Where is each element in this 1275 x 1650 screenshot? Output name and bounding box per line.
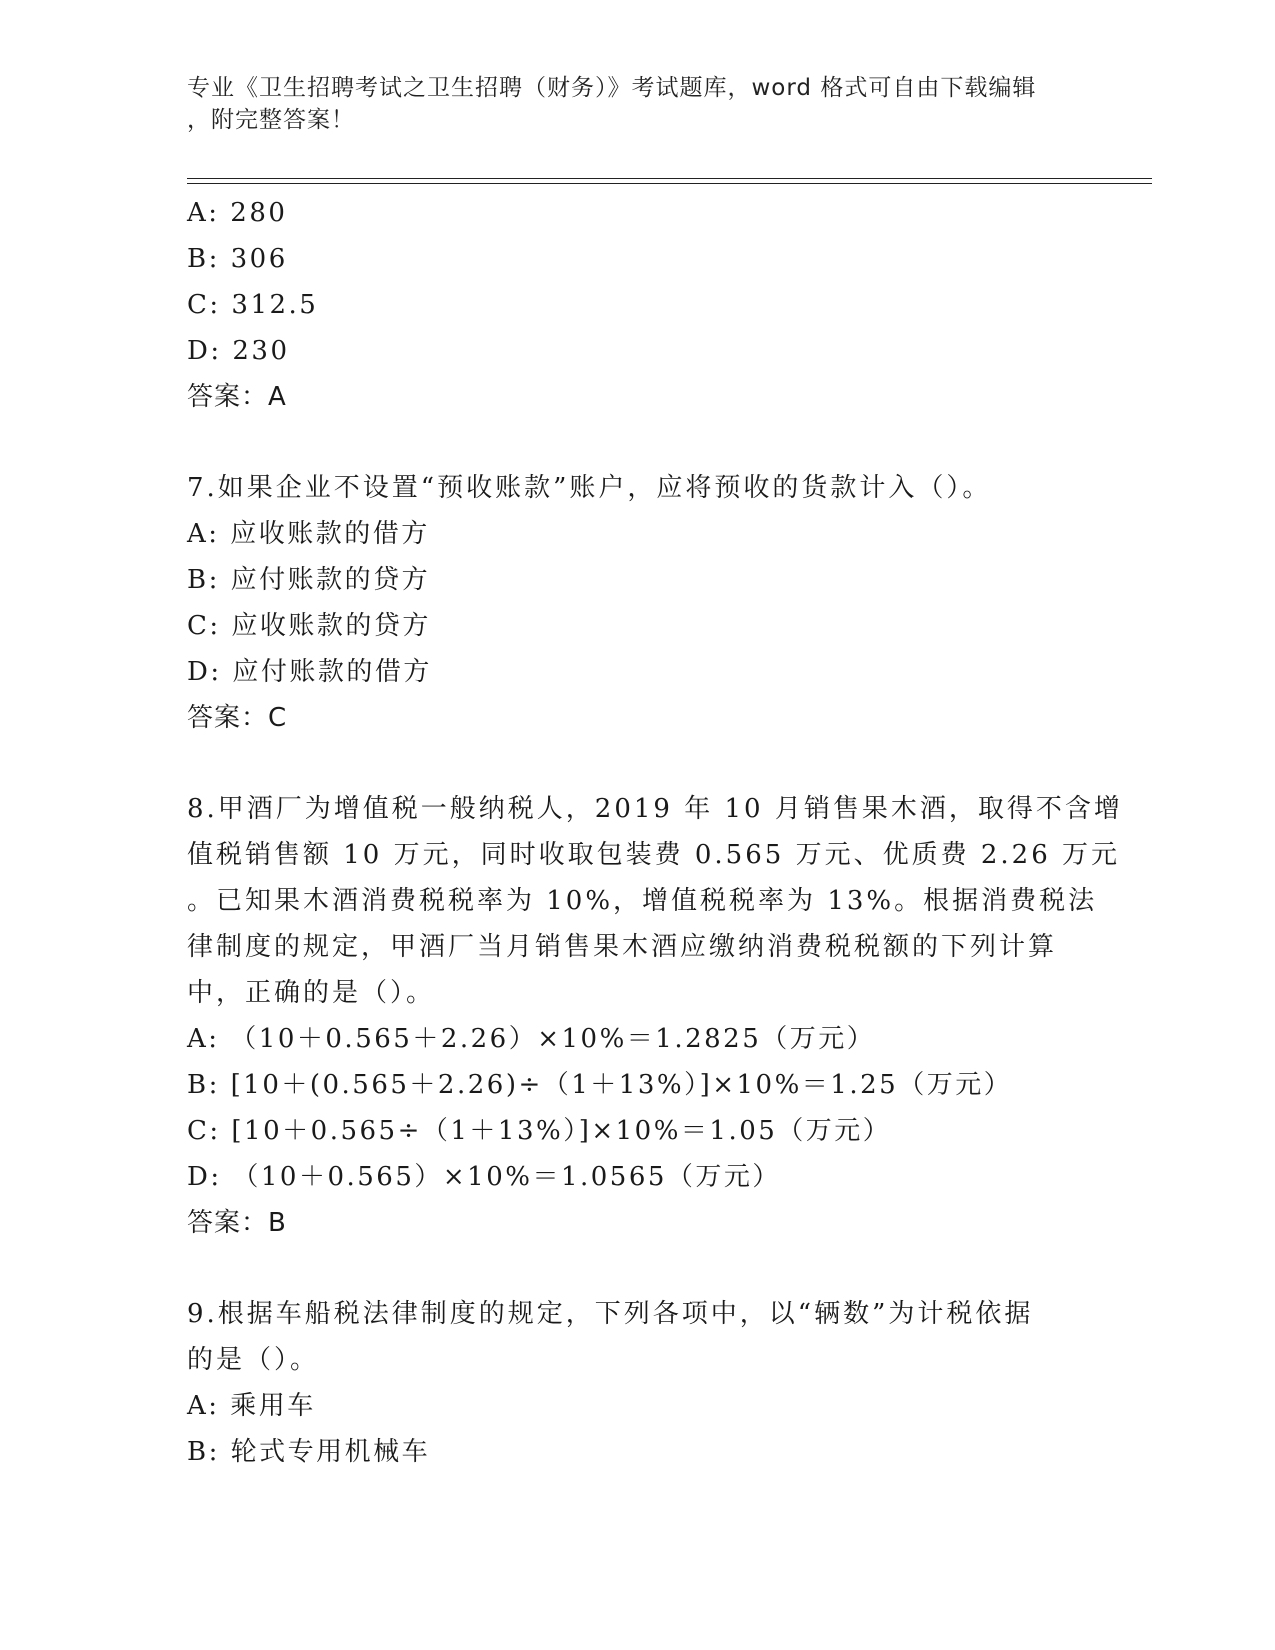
question-stem-line: 9.根据车船税法律制度的规定，下列各项中，以“辆数”为计税依据 — [187, 1299, 1034, 1329]
question-stem-line: 值税销售额 10 万元，同时收取包装费 0.565 万元、优质费 2.26 万元 — [187, 840, 1120, 870]
answer: 答案：C — [187, 703, 288, 733]
option-d: D: （10＋0.565）×10%＝1.0565（万元） — [187, 1162, 781, 1192]
header-line-1: 专业《卫生招聘考试之卫生招聘（财务）》考试题库，word 格式可自由下载编辑 — [187, 75, 1037, 101]
page-header — [187, 72, 1067, 136]
option-b: B: 306 — [187, 244, 288, 274]
option-c: C: 312.5 — [187, 290, 319, 320]
option-a: A: （10＋0.565＋2.26）×10%＝1.2825（万元） — [187, 1024, 876, 1054]
question-stem-line: 的是（）。 — [187, 1345, 320, 1375]
option-b: B: 轮式专用机械车 — [187, 1437, 431, 1467]
question-stem-line: 8.甲酒厂为增值税一般纳税人，2019 年 10 月销售果木酒，取得不含增 — [187, 794, 1123, 824]
option-a: A: 应收账款的借方 — [187, 519, 430, 549]
option-c: C: [10＋0.565÷（1＋13%）]×10%＝1.05（万元） — [187, 1116, 892, 1146]
answer: 答案：B — [187, 1208, 287, 1238]
option-d: D: 应付账款的借方 — [187, 657, 432, 687]
header-line-2: ，附完整答案！ — [187, 107, 355, 133]
question-list — [187, 190, 1123, 1475]
question-7 — [187, 465, 1087, 741]
question-stem: 7.如果企业不设置“预收账款”账户，应将预收的货款计入（）。 — [187, 473, 992, 503]
question-9 — [187, 1291, 1087, 1475]
option-b: B: [10＋(0.565＋2.26)÷（1＋13%）]×10%＝1.25（万元） — [187, 1070, 1013, 1100]
header-divider-top — [187, 178, 1152, 179]
answer: 答案：A — [187, 382, 287, 412]
question-stem-line: 中，正确的是（）。 — [187, 978, 436, 1008]
header-divider-bottom — [187, 183, 1152, 184]
question-stem-line: 律制度的规定，甲酒厂当月销售果木酒应缴纳消费税税额的下列计算 — [187, 932, 1058, 962]
option-a: A: 乘用车 — [187, 1391, 316, 1421]
option-b: B: 应付账款的贷方 — [187, 565, 431, 595]
question-6 — [187, 190, 1087, 420]
question-stem-line: 。已知果木酒消费税税率为 10%，增值税税率为 13%。根据消费税法 — [187, 886, 1098, 916]
option-a: A: 280 — [187, 198, 288, 228]
option-d: D: 230 — [187, 336, 290, 366]
question-8 — [187, 786, 1123, 1246]
option-c: C: 应收账款的贷方 — [187, 611, 431, 641]
